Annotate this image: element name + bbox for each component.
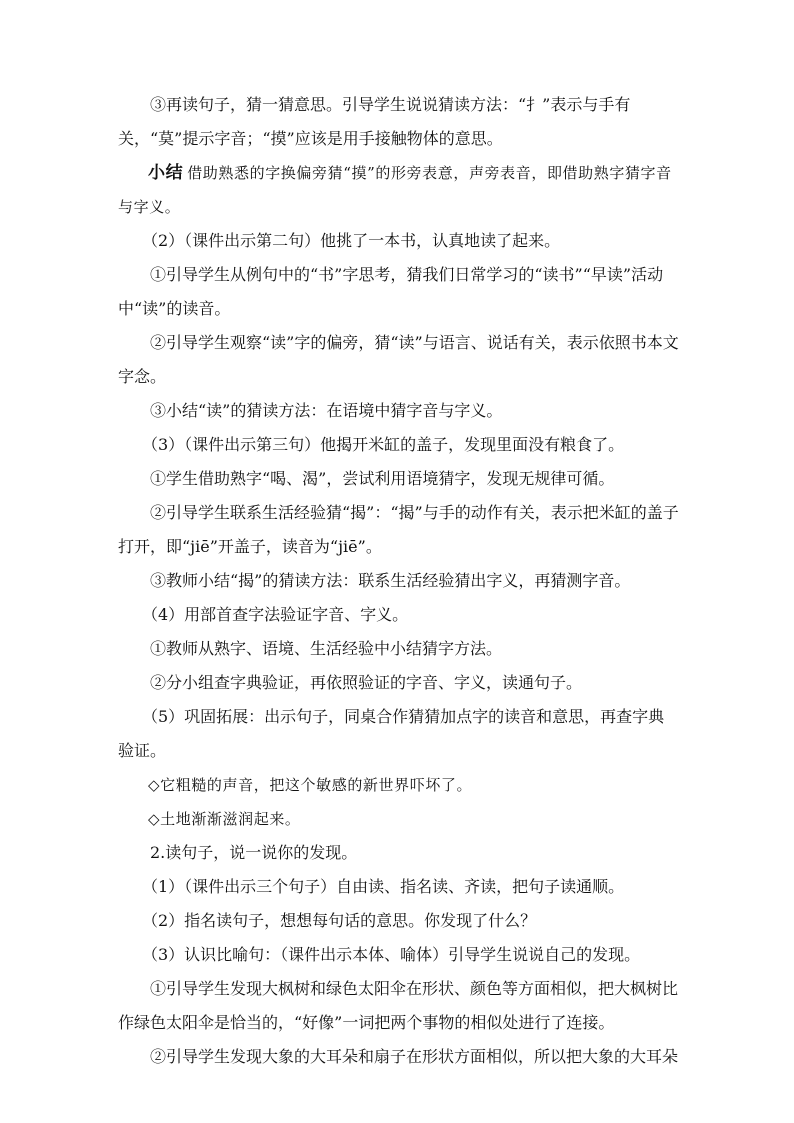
paragraph-radical-lookup: （4）用部首查字法验证字音、字义。: [142, 605, 409, 624]
paragraph-jie-guidance-2: ②引导学生联系生活经验猜“揭”：“揭”与手的动作有关，表示把米缸的盖子打开，即“jiē”开盖子，读音为“jiē”。: [118, 503, 679, 556]
paragraph-third-sentence: （3）（课件出示第三句）他揭开米缸的盖子，发现里面没有粮食了。: [142, 435, 625, 454]
paragraph-metaphor: （3）认识比喻句：（课件出示本体、喻体）引导学生说说自己的发现。: [142, 945, 641, 964]
example-sentence-1: ◇它粗糙的声音，把这个敏感的新世界吓坏了。: [148, 776, 473, 794]
paragraph-summary-mo: [118, 156, 680, 224]
paragraph-group-dictionary: ②分小组查字典验证，再依照验证的字音、字义，读通句子。: [150, 673, 583, 692]
paragraph-jie-guidance-1: ①学生借助熟字“喝、渴”，尝试利用语境猜字，发现无规律可循。: [150, 469, 615, 488]
paragraph-teacher-summary: ①教师从熟字、语境、生活经验中小结猜字方法。: [150, 639, 503, 658]
document-content: [118, 88, 680, 1074]
summary-label: 小结: [148, 163, 184, 183]
paragraph-extension: （5）巩固拓展：出示句子，同桌合作猜猜加点字的读音和意思，再查字典验证。: [118, 707, 665, 760]
paragraph-elephant-ears: ②引导学生发现大象的大耳朵和扇子在形状方面相似，所以把大象的大耳朵: [150, 1047, 679, 1066]
paragraph-sentence-meaning: （2）指名读句子，想想每句话的意思。你发现了什么？: [142, 911, 537, 930]
paragraph-read-summary: ③小结“读”的猜读方法：在语境中猜字音与字义。: [150, 401, 503, 420]
paragraph-read-guidance-1: ①引导学生从例句中的“书”字思考，猜我们日常学习的“读书”“早读”活动中“读”的读音。: [118, 265, 664, 318]
paragraph-show-three-sentences: （1）（课件出示三个句子）自由读、指名读、齐读，把句子读通顺。: [142, 877, 625, 896]
summary-text: 借助熟悉的字换偏旁猜“摸”的形旁表意，声旁表音，即借助熟字猜字音与字义。: [118, 164, 672, 216]
paragraph-jie-summary: ③教师小结“揭”的猜读方法：联系生活经验猜出字义，再猜测字音。: [150, 571, 631, 590]
paragraph-second-sentence: （2）（课件出示第二句）他挑了一本书，认真地读了起来。: [142, 231, 561, 250]
paragraph-read-guidance-2: ②引导学生观察“读”字的偏旁，猜“读”与语言、说话有关，表示依照书本文字念。: [118, 333, 679, 386]
paragraph-reread-sentence: ③再读句子，猜一猜意思。引导学生说说猜读方法：“扌”表示与手有关，“莫”提示字音；“摸”应该是用手接触物体的意思。: [118, 95, 631, 148]
paragraph-maple-umbrella: ①引导学生发现大枫树和绿色太阳伞在形状、颜色等方面相似，把大枫树比作绿色太阳伞是恰当的，“好像”一词把两个事物的相似处进行了连接。: [118, 979, 679, 1032]
example-sentence-2: ◇土地渐渐滋润起来。: [148, 810, 301, 828]
section-heading-read-sentences: 2.读句子，说一说你的发现。: [150, 843, 358, 862]
